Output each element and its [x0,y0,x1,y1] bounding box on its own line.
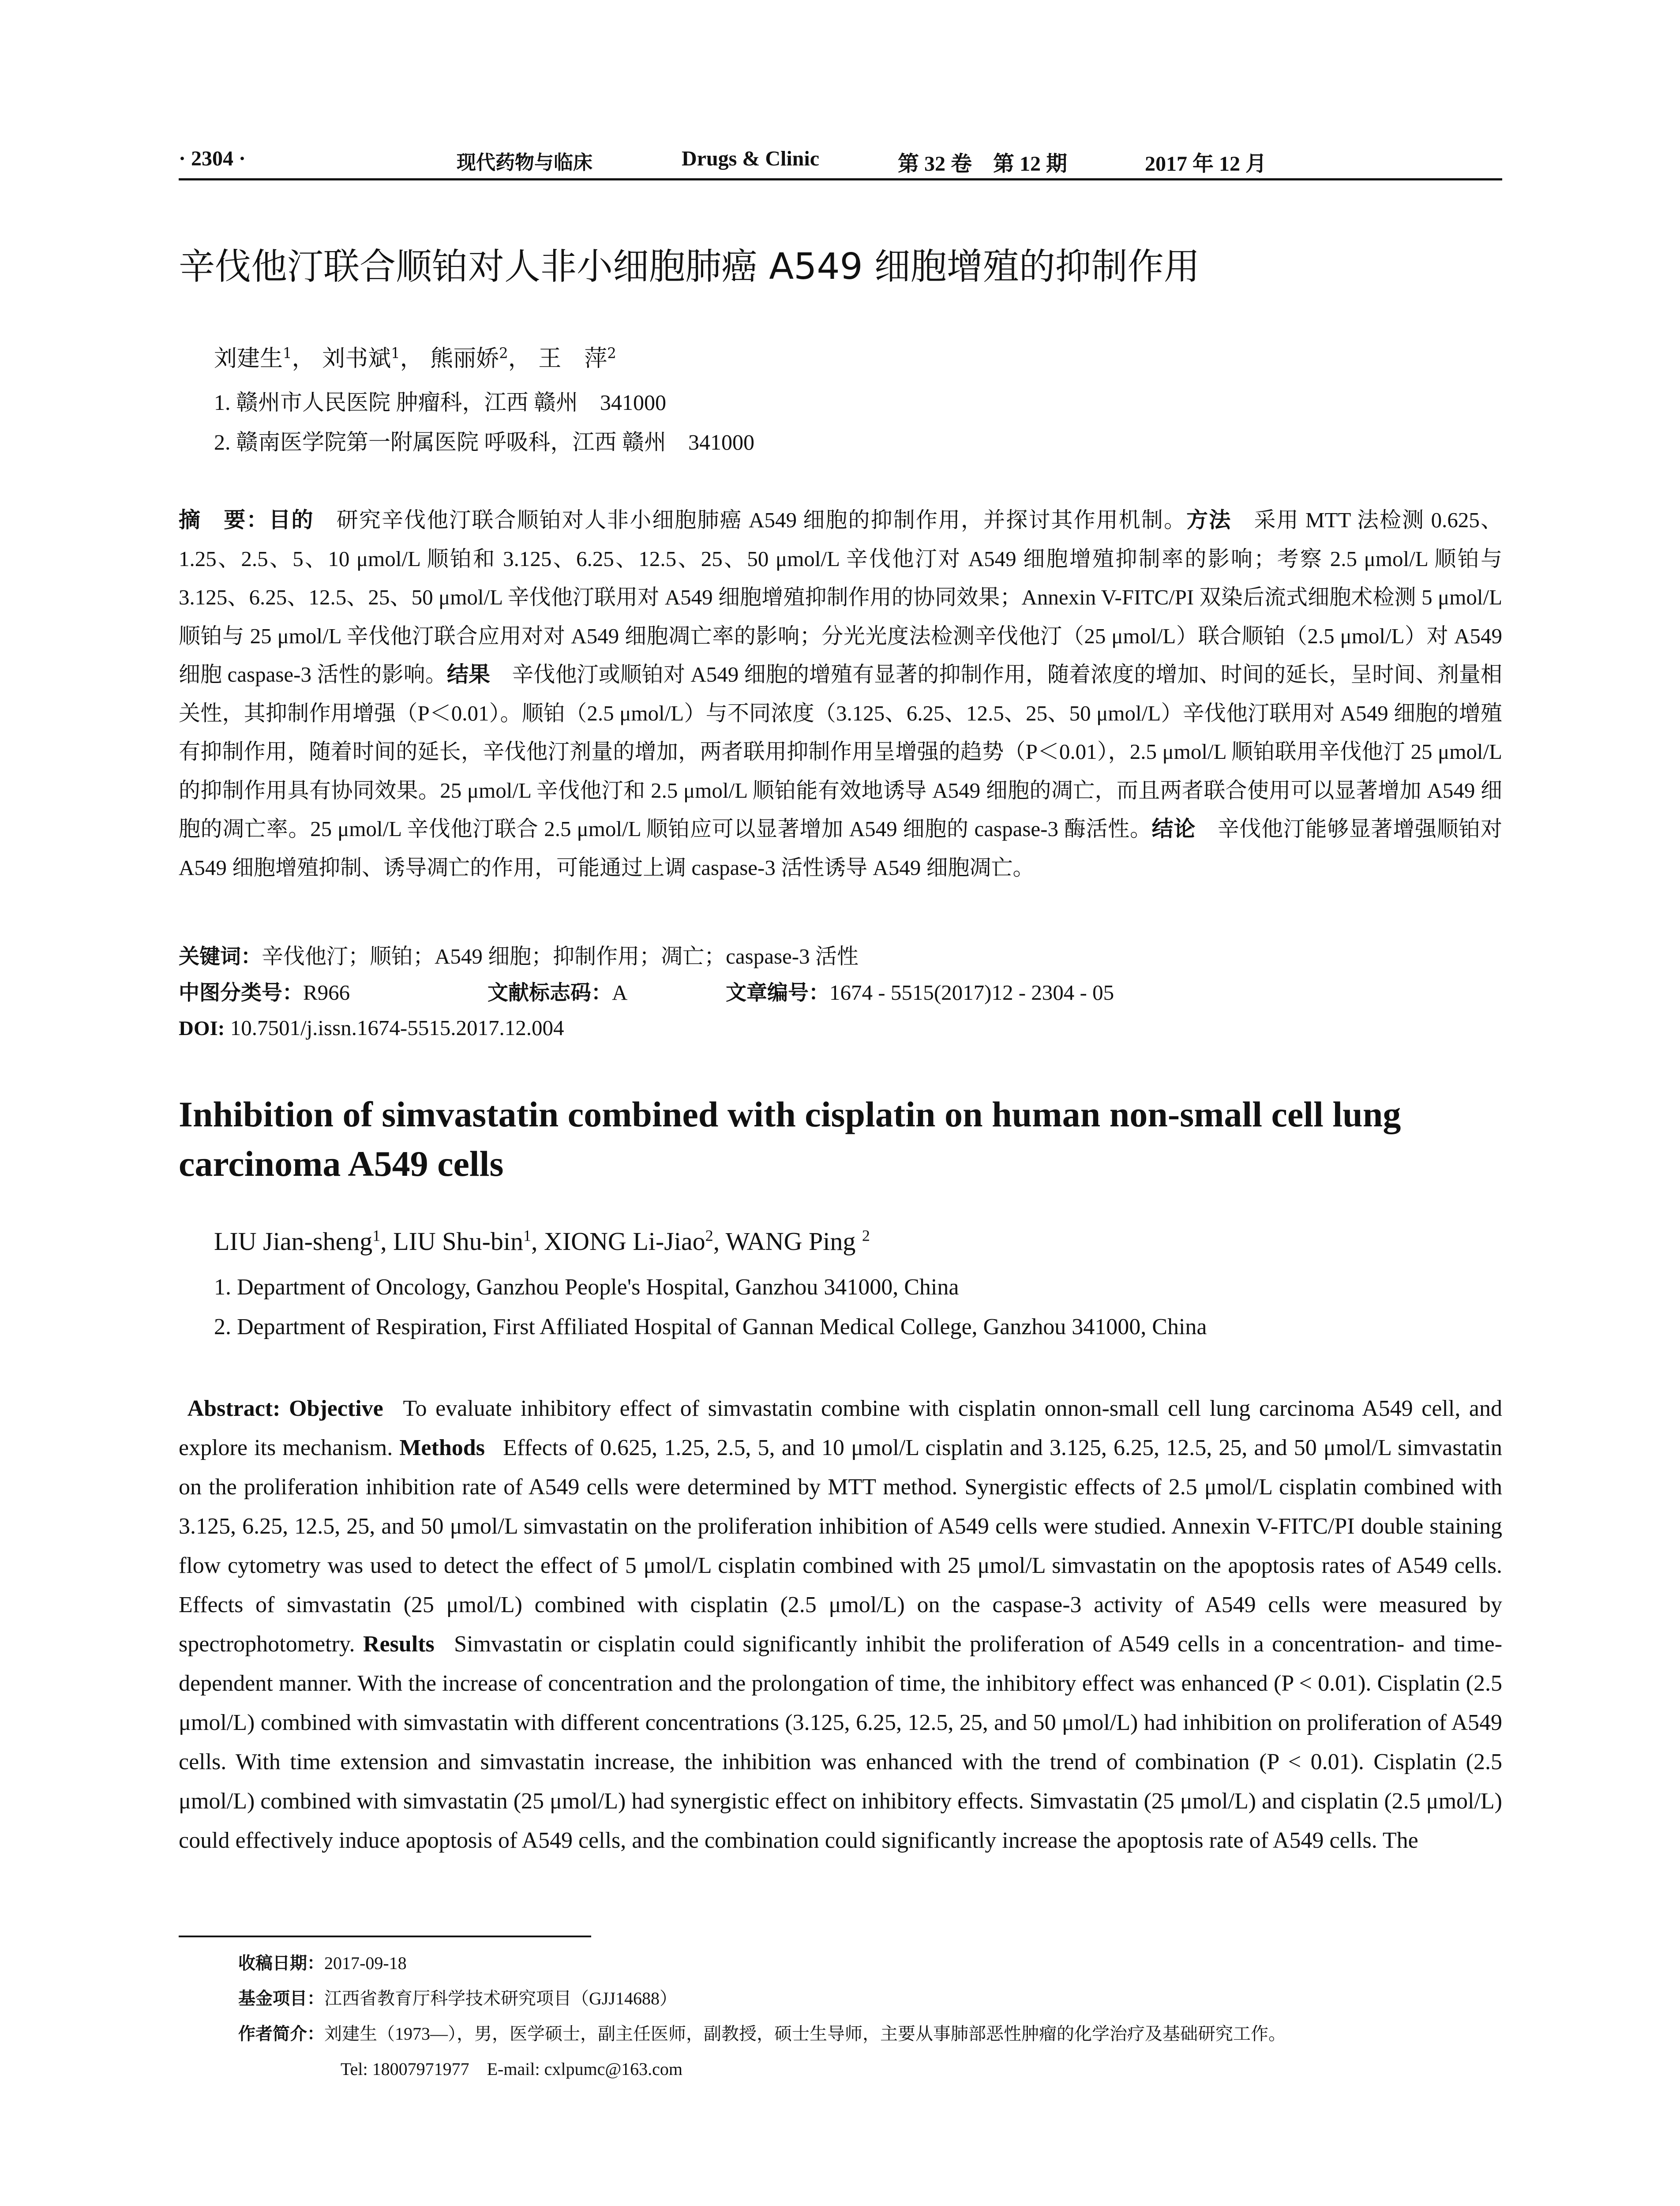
article-no-value: 1674 - 5515(2017)12 - 2304 - 05 [829,980,1114,1005]
cn-classification [179,975,1114,1011]
author-separator: ， [508,345,531,372]
running-header [179,140,1502,180]
en-affiliation-2: 2. Department of Respiration, First Affiliated Hospital of Gannan Medical College, Ganzhou 341000, China [214,1314,1207,1339]
author-separator: , [380,1227,394,1256]
en-methods-text: Effects of 0.625, 1.25, 2.5, 5, and 10 μmol/L cisplatin and 3.125, 6.25, 12.5, 25, and 50 μmol/L simvastatin on the proliferation inhibition rate of A549 cells were determined by MTT method. Synergistic effects of 2.5 μmol/L cisplatin combined with 3.125, 6.25, 12.5, 25, and 50 μmol/L simvastatin on the proliferation inhibition of A549 cells were studied. Annexin V-FITC/PI double staining flow cytometry was used to detect the effect of 5 μmol/L cisplatin combined with 25 μmol/L simvastatin on the apoptosis rates of A549 cells. Effects of simvastatin (25 μmol/L) combined with cisplatin (2.5 μmol/L) on the caspase-3 activity of A549 cells were measured by spectrophotometry. [179,1435,1503,1657]
footnote-label: 收稿日期： [238,1954,325,1973]
author-affiliation-mark: 1 [523,1227,531,1245]
cn-conclusion-text: 辛伐他汀能够显著增强顺铂对 A549 细胞增殖抑制、诱导凋亡的作用，可能通过上调 caspase-3 活性诱导 A549 细胞凋亡。 [179,817,1502,880]
en-results-label: Results [363,1632,435,1657]
cn-authors [214,340,616,373]
doc-code-value: A [612,980,628,1005]
author-affiliation-mark: 1 [372,1227,381,1245]
en-objective-text: To evaluate inhibitory effect of simvastatin combine with cisplatin onnon-small cell lung carcinoma A549 cell, and explore its mechanism. [179,1396,1503,1460]
clc-value: R966 [303,980,350,1005]
en-title: Inhibition of simvastatin combined with cisplatin on human non-small cell lung carcinoma A549 cells [179,1094,1401,1184]
footnote-rule [179,1936,591,1937]
author-name: 王 萍 [538,345,608,372]
footnote-text: 江西省教育厅科学技术研究项目（GJJ14688） [324,1988,678,2008]
author-name: 熊丽娇 [430,345,499,372]
author-name: WANG Ping [725,1227,862,1256]
page-number: · 2304 · [179,147,246,170]
cn-abstract-label: 摘 要： [179,507,269,533]
en-abstract [179,1389,1502,1860]
author-separator: , [713,1227,726,1256]
author-affiliation-mark: 2 [499,345,508,362]
author-name: XIONG Li-Jiao [544,1227,705,1256]
footnote-text: 刘建生（1973—），男，医学硕士，副主任医师，副教授，硕士生导师，主要从事肺部恶性肿瘤的化学治疗及基础研究工作。 [324,2024,1286,2044]
author-affiliation-mark: 1 [283,345,292,362]
cn-methods-label: 方法 [1186,507,1232,533]
volume-issue: 第 32 卷 第 12 期 [898,152,1068,176]
journal-name-cn: 现代药物与临床 [457,151,592,174]
footnote-author-bio [238,2021,1286,2048]
cn-objective-label: 目的 [269,507,314,533]
author-separator: ， [292,345,315,372]
doi-label: DOI: [179,1017,225,1040]
en-affiliation-1: 1. Department of Oncology, Ganzhou People's Hospital, Ganzhou 341000, China [214,1275,959,1300]
cn-methods-text: 采用 MTT 法检测 0.625、1.25、2.5、5、10 μmol/L 顺铂和 3.125、6.25、12.5、25、50 μmol/L 辛伐他汀对 A549 细胞增殖抑制率的影响；考察 2.5 μmol/L 顺铂与 3.125、6.25、12.5、25、50 μmol/L 辛伐他汀联用对 A549 细胞增殖抑制作用的协同效果；Annexin V-FITC/PI 双染后流式细胞术检测 5 μmol/L 顺铂与 25 μmol/L 辛伐他汀联合应用对对 A549 细胞凋亡率的影响；分光光度法检测辛伐他汀（25 μmol/L）联合顺铂（2.5 μmol/L）对 A549 细胞 caspase-3 活性的影响。 [179,508,1502,687]
author-separator: ， [400,345,423,372]
footnote-received [238,1950,407,1977]
cn-keywords [179,939,859,975]
en-objective-label: Objective [289,1396,383,1421]
en-results-text: Simvastatin or cisplatin could significantly inhibit the proliferation of A549 cells in a concentration- and time-dependent manner. With the increase of concentration and the prolongation of time, the inhibitory effect was enhanced (P < 0.01). Cisplatin (2.5 μmol/L) combined with simvastatin with different concentrations (3.125, 6.25, 12.5, 25, and 50 μmol/L) had inhibition on proliferation of A549 cells. With time extension and simvastatin increase, the inhibition was enhanced with the trend of combination (P < 0.01). Cisplatin (2.5 μmol/L) combined with simvastatin (25 μmol/L) had synergistic effect on inhibitory effects. Simvastatin (25 μmol/L) and cisplatin (2.5 μmol/L) could effectively induce apoptosis of A549 cells, and the combination could significantly increase the apoptosis rate of A549 cells. The [179,1632,1503,1853]
en-abstract-label: Abstract: [187,1396,281,1421]
author-separator: , [531,1227,544,1256]
cn-doi [179,1010,564,1046]
cn-abstract [179,501,1502,887]
author-name: 刘建生 [214,345,283,372]
header-rule [179,178,1502,180]
author-affiliation-mark: 2 [607,345,616,362]
doc-code-label: 文献标志码： [488,981,612,1005]
footnote-text: Tel: 18007971977 E-mail: cxlpumc@163.com [341,2059,683,2079]
author-affiliation-mark: 2 [705,1227,713,1245]
footnote-contact [341,2056,682,2082]
keywords-label: 关键词： [179,945,262,969]
cn-title: 辛伐他汀联合顺铂对人非小细胞肺癌 A549 细胞增殖的抑制作用 [179,246,1200,288]
keywords-text: 辛伐他汀；顺铂；A549 细胞；抑制作用；凋亡；caspase-3 活性 [262,944,859,968]
author-name: LIU Jian-sheng [214,1227,373,1256]
footnote-label: 作者简介： [238,2024,325,2044]
author-affiliation-mark: 1 [391,345,400,362]
cn-results-text: 辛伐他汀或顺铂对 A549 细胞的增殖有显著的抑制作用，随着浓度的增加、时间的延长，呈时间、剂量相关性，其抑制作用增强（P＜0.01）。顺铂（2.5 μmol/L）与不同浓度（3.125、6.25、12.5、25、50 μmol/L）辛伐他汀联用对 A549 细胞的增殖有抑制作用，随着时间的延长，辛伐他汀剂量的增加，两者联用抑制作用呈增强的趋势（P＜0.01），2.5 μmol/L 顺铂联用辛伐他汀 25 μmol/L 的抑制作用具有协同效果。25 μmol/L 辛伐他汀和 2.5 μmol/L 顺铂能有效地诱导 A549 细胞的凋亡，而且两者联合使用可以显著增加 A549 细胞的凋亡率。25 μmol/L 辛伐他汀联合 2.5 μmol/L 顺铂应可以显著增加 A549 细胞的 caspase-3 酶活性。 [179,662,1502,841]
footnote-funding [238,1985,677,2012]
author-name: 刘书斌 [322,345,391,372]
author-affiliation-mark: 2 [862,1227,870,1245]
author-name: LIU Shu-bin [393,1227,523,1256]
cn-affiliation-2: 2. 赣南医学院第一附属医院 呼吸科，江西 赣州 341000 [214,430,754,454]
cn-affiliation-1: 1. 赣州市人民医院 肿瘤科，江西 赣州 341000 [214,390,666,415]
issue-date: 2017 年 12 月 [1145,152,1267,176]
article-no-label: 文章编号： [726,981,829,1005]
clc-label: 中图分类号： [179,981,303,1005]
doi-value: 10.7501/j.issn.1674-5515.2017.12.004 [230,1016,564,1040]
en-methods-label: Methods [399,1435,485,1460]
cn-results-label: 结果 [446,662,491,687]
cn-objective-text: 研究辛伐他汀联合顺铂对人非小细胞肺癌 A549 细胞的抑制作用，并探讨其作用机制。 [335,508,1187,532]
footnote-label: 基金项目： [238,1989,325,2009]
en-authors [214,1227,870,1256]
journal-name-en: Drugs & Clinic [682,147,819,170]
footnote-text: 2017-09-18 [324,1953,407,1973]
cn-conclusion-label: 结论 [1151,816,1196,841]
